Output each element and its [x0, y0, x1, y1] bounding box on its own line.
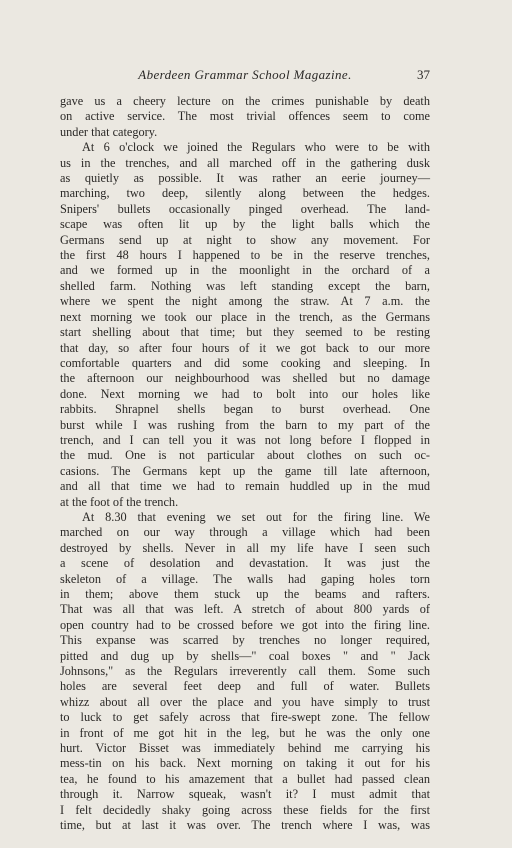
text-line: open country had to be crossed before we got into the firing line. [60, 617, 430, 632]
text-line: and we formed up in the moonlight in the orchard of a [60, 263, 430, 278]
running-head [60, 67, 430, 85]
text-line: destroyed by shells. Never in all my life have I seen such [60, 540, 430, 555]
text-line: marching, two deep, silently along between the hedges. [60, 186, 430, 201]
text-line: in them; above them stuck up the beams and rafters. [60, 587, 430, 601]
text-line: At 8.30 that evening we set out for the firing line. We [82, 509, 430, 524]
text-line: us in the trenches, and all marched off in the gathering dusk [60, 155, 430, 170]
text-line: That was all that was left. A stretch of about 800 yards of [60, 602, 430, 617]
text-line: done. Next morning we had to bolt into our holes like [60, 386, 430, 401]
text-line: whizz about all over the place and you have simply to trust [60, 694, 430, 709]
text-line: shelled farm. Nothing was left standing except the barn, [60, 278, 430, 293]
text-line: This expanse was scarred by trenches no longer required, [60, 633, 430, 648]
article-body [60, 94, 430, 834]
text-line: the afternoon our neighbourhood was shelled but no damage [60, 371, 430, 386]
text-line: casions. The Germans kept up the game till late afternoon, [60, 463, 430, 478]
text-line: I felt decidedly shaky going across these fields for the first [60, 802, 430, 817]
text-line: that day, so after four hours of it we got back to our more [60, 340, 430, 355]
text-line: marched on our way through a village which had been [60, 525, 430, 540]
text-line: holes are several feet deep and full of water. Bullets [60, 679, 430, 694]
text-line: in front of me got hit in the leg, but he was the only one [60, 725, 430, 740]
magazine-title: Aberdeen Grammar School Magazine. [138, 67, 352, 82]
text-line: trench, and I can tell you it was not long before I flopped in [60, 432, 430, 447]
text-line: the first 48 hours I happened to be in the reserve trenches, [60, 248, 430, 263]
text-line: time, but at last it was over. The trench where I was, was [60, 818, 430, 833]
text-line: a scene of desolation and devastation. It was just the [60, 556, 430, 571]
text-line: comfortable quarters and did some cooking and sleeping. In [60, 355, 430, 370]
text-line: the mud. One is not particular about clothes on such oc- [60, 448, 430, 463]
text-line: through it. Narrow squeak, wasn't it? I must admit that [60, 787, 430, 802]
text-line: where we spent the night among the straw. At 7 a.m. the [60, 294, 430, 309]
text-line: mess-tin on his back. Next morning on taking it out for his [60, 756, 430, 771]
text-line: to luck to get safely across that fire-swept zone. The fellow [60, 710, 430, 725]
text-line: gave us a cheery lecture on the crimes punishable by death [60, 94, 430, 108]
text-line: scape was often lit up by the light balls which the [60, 217, 430, 232]
text-line: as quietly as possible. It was rather an eerie journey— [60, 171, 430, 186]
text-line: burst while I was rushing from the barn to my part of the [60, 417, 430, 432]
text-line: start shelling about that time; but they seemed to be resting [60, 325, 430, 340]
text-line: skeleton of a village. The walls had gaping holes torn [60, 571, 430, 586]
text-line: on active service. The most trivial offences seem to come [60, 109, 430, 124]
text-line: tea, he found to his amazement that a bullet had passed clean [60, 771, 430, 786]
text-line: hurt. Victor Bisset was immediately behind me carrying his [60, 741, 430, 756]
text-line: Snipers' bullets occasionally pinged overhead. The land- [60, 201, 430, 216]
text-line: pitted and dug up by shells—" coal boxes " and " Jack [60, 648, 430, 663]
text-line: and all that time we had to remain huddled up in the mud [60, 479, 430, 494]
text-line: rabbits. Shrapnel shells began to burst overhead. One [60, 402, 430, 417]
text-line: Johnsons," as the Regulars irreverently call them. Some such [60, 664, 430, 679]
text-line: Germans send up at night to show any movement. For [60, 232, 430, 247]
text-line: next morning we took our place in the trench, as the Germans [60, 309, 430, 324]
text-line: at the foot of the trench. [60, 494, 179, 509]
text-line: under that category. [60, 124, 158, 139]
text-line: At 6 o'clock we joined the Regulars who were to be with [82, 140, 430, 155]
page-number: 37 [417, 67, 430, 82]
